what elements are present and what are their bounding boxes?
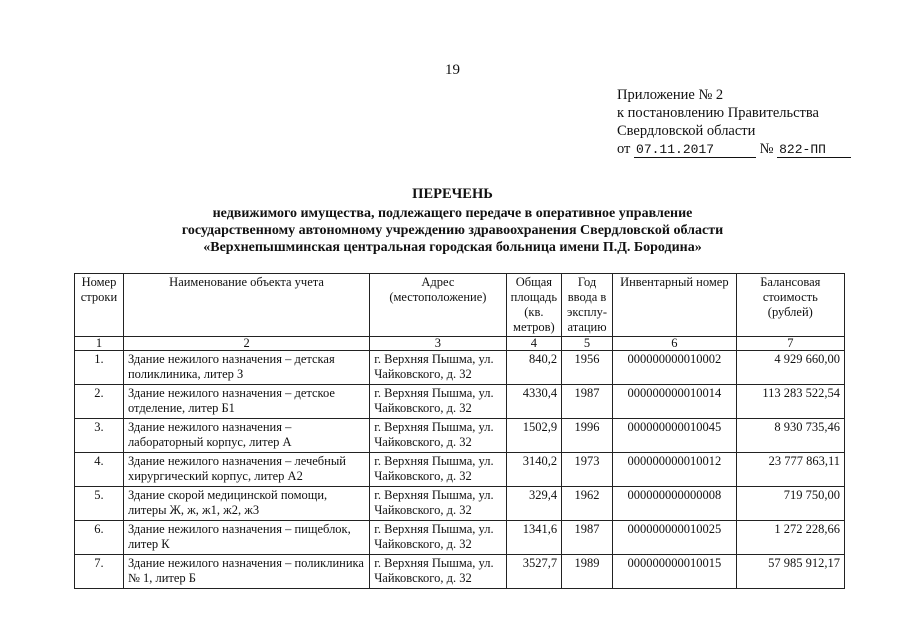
table-row (75, 419, 845, 453)
cell-value: 4 929 660,00 (736, 351, 844, 385)
appendix-block (617, 86, 851, 158)
cell-inventory: 000000000010014 (613, 385, 737, 419)
from-label: от (617, 141, 631, 157)
column-index: 5 (562, 337, 613, 351)
cell-name: Здание скорой медицинской помощи, литеры Ж, ж, ж1, ж2, ж3 (123, 487, 369, 521)
header-year: Год ввода в эксплу-атацию (562, 274, 613, 337)
cell-inventory: 000000000010002 (613, 351, 737, 385)
cell-number: 2. (75, 385, 124, 419)
table-row (75, 385, 845, 419)
page-number: 19 (445, 62, 460, 78)
appendix-line-3: Свердловской области (617, 123, 756, 139)
cell-area: 3527,7 (506, 555, 561, 589)
column-index: 7 (736, 337, 844, 351)
cell-value: 8 930 735,46 (736, 419, 844, 453)
table-row (75, 453, 845, 487)
resolution-date-line (617, 140, 851, 158)
header-name: Наименование объекта учета (123, 274, 369, 337)
cell-address: г. Верхняя Пышма, ул. Чайковского, д. 32 (370, 351, 506, 385)
cell-address: г. Верхняя Пышма, ул. Чайковского, д. 32 (370, 453, 506, 487)
header-area: Общая площадь (кв. метров) (506, 274, 561, 337)
cell-name: Здание нежилого назначения – поликлиника № 1, литер Б (123, 555, 369, 589)
cell-area: 3140,2 (506, 453, 561, 487)
cell-number: 6. (75, 521, 124, 555)
cell-area: 329,4 (506, 487, 561, 521)
cell-address: г. Верхняя Пышма, ул. Чайковского, д. 32 (370, 521, 506, 555)
cell-inventory: 000000000010012 (613, 453, 737, 487)
document-title (0, 186, 905, 256)
cell-number: 7. (75, 555, 124, 589)
header-address: Адрес (местоположение) (370, 274, 506, 337)
header-inventory: Инвентарный номер (613, 274, 737, 337)
table-row (75, 487, 845, 521)
cell-number: 3. (75, 419, 124, 453)
cell-value: 113 283 522,54 (736, 385, 844, 419)
cell-value: 23 777 863,11 (736, 453, 844, 487)
column-index: 3 (370, 337, 506, 351)
cell-name: Здание нежилого назначения – детская поликлиника, литер З (123, 351, 369, 385)
cell-area: 840,2 (506, 351, 561, 385)
cell-year: 1987 (562, 385, 613, 419)
cell-value: 57 985 912,17 (736, 555, 844, 589)
table-row (75, 351, 845, 385)
title-line-1: недвижимого имущества, подлежащего передаче в оперативное управление (212, 206, 693, 221)
property-table (74, 273, 845, 589)
cell-name: Здание нежилого назначения – лечебный хирургический корпус, литер А2 (123, 453, 369, 487)
cell-name: Здание нежилого назначения – лабораторный корпус, литер А (123, 419, 369, 453)
cell-year: 1973 (562, 453, 613, 487)
cell-inventory: 000000000010025 (613, 521, 737, 555)
column-index: 4 (506, 337, 561, 351)
table-header-row (75, 274, 845, 337)
cell-name: Здание нежилого назначения – пищеблок, литер К (123, 521, 369, 555)
cell-value: 719 750,00 (736, 487, 844, 521)
table-row (75, 521, 845, 555)
cell-address: г. Верхняя Пышма, ул. Чайковского, д. 32 (370, 385, 506, 419)
resolution-date: 07.11.2017 (634, 143, 756, 158)
column-index: 2 (123, 337, 369, 351)
cell-year: 1996 (562, 419, 613, 453)
cell-inventory: 000000000010045 (613, 419, 737, 453)
cell-address: г. Верхняя Пышма, ул. Чайковского, д. 32 (370, 555, 506, 589)
title-line-2: государственному автономному учреждению здравоохранения Свердловской области (181, 223, 724, 238)
cell-number: 1. (75, 351, 124, 385)
appendix-line-1: Приложение № 2 (617, 87, 724, 103)
cell-year: 1956 (562, 351, 613, 385)
cell-year: 1987 (562, 521, 613, 555)
cell-number: 4. (75, 453, 124, 487)
cell-year: 1962 (562, 487, 613, 521)
title-line-3: «Верхнепышминская центральная городская больница имени П.Д. Бородина» (203, 240, 702, 255)
column-index: 1 (75, 337, 124, 351)
column-index: 6 (613, 337, 737, 351)
column-index-row (75, 337, 845, 351)
cell-name: Здание нежилого назначения – детское отделение, литер Б1 (123, 385, 369, 419)
cell-inventory: 000000000010015 (613, 555, 737, 589)
cell-address: г. Верхняя Пышма, ул. Чайковского, д. 32 (370, 487, 506, 521)
cell-area: 1502,9 (506, 419, 561, 453)
number-label: № (759, 141, 774, 157)
cell-value: 1 272 228,66 (736, 521, 844, 555)
table-row (75, 555, 845, 589)
cell-inventory: 000000000000008 (613, 487, 737, 521)
cell-year: 1989 (562, 555, 613, 589)
cell-address: г. Верхняя Пышма, ул. Чайковского, д. 32 (370, 419, 506, 453)
appendix-line-2: к постановлению Правительства (617, 105, 819, 121)
header-value: Балансовая стоимость (рублей) (736, 274, 844, 337)
header-number: Номер строки (75, 274, 124, 337)
cell-area: 1341,6 (506, 521, 561, 555)
cell-number: 5. (75, 487, 124, 521)
resolution-number: 822-ПП (777, 143, 851, 158)
title-main: ПЕРЕЧЕНЬ (412, 186, 493, 202)
cell-area: 4330,4 (506, 385, 561, 419)
